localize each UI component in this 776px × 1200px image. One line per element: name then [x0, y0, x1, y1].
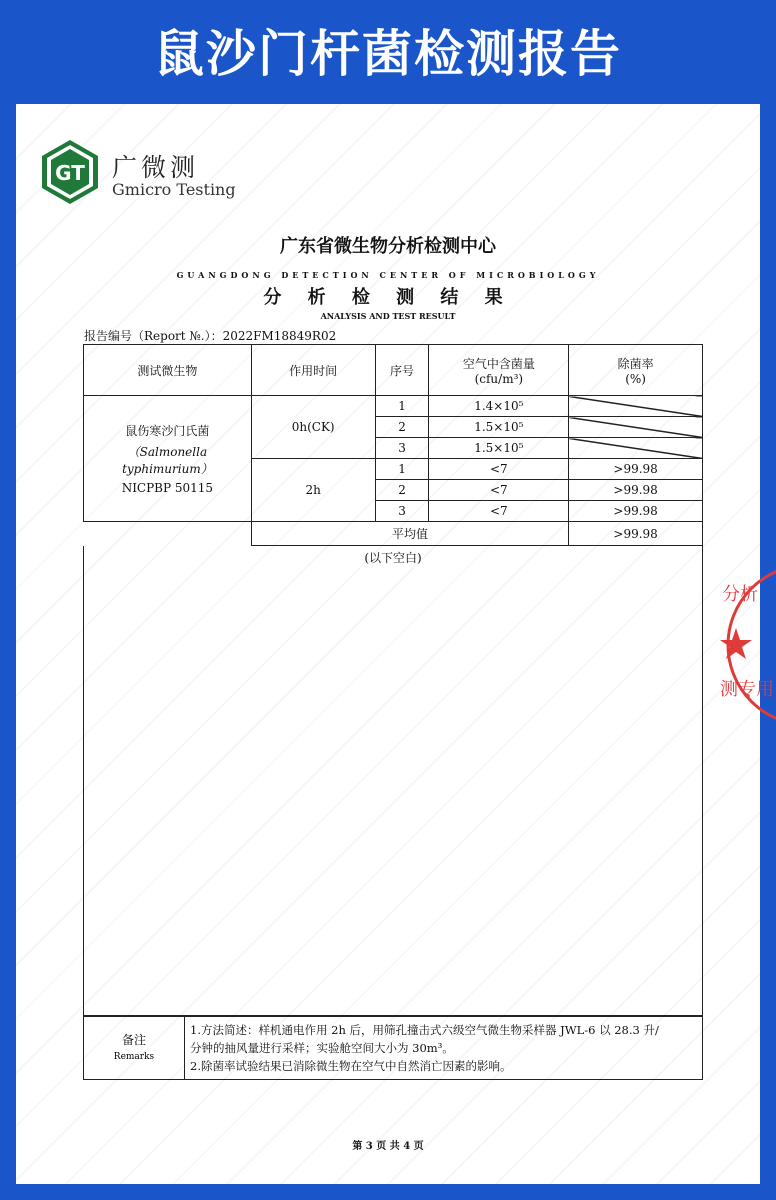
header-count-line1: 空气中含菌量 — [462, 356, 535, 371]
rate-cell: >99.98 — [569, 480, 703, 501]
report-title-cn: 分 析 检 测 结 果 — [263, 287, 513, 308]
page-number: 第 3 页 共 4 页 — [352, 1141, 424, 1152]
report-title-en: ANALYSIS AND TEST RESULT — [320, 311, 456, 321]
organism-name-latin: （Salmonella typhimurium） — [122, 445, 213, 476]
table-header-row — [84, 345, 703, 396]
rate-cell: >99.98 — [569, 459, 703, 480]
count-cell: <7 — [429, 501, 569, 522]
blank-note: (以下空白) — [364, 551, 422, 565]
count-cell: 1.5×10⁵ — [429, 438, 569, 459]
header-rate — [569, 345, 703, 396]
report-number: 报告编号（Report №.）：2022FM18849R02 — [84, 329, 337, 343]
gmicro-logo-icon — [40, 138, 100, 206]
org-name-cn: 广东省微生物分析检测中心 — [280, 236, 496, 257]
time-cell: 2h — [251, 459, 375, 522]
header-rate-line1: 除菌率 — [617, 356, 654, 371]
svg-text:测专用: 测专用 — [720, 679, 774, 700]
results-table — [83, 344, 703, 546]
org-name-en: GUANGDONG DETECTION CENTER OF MICROBIOLOGY — [176, 270, 600, 280]
remarks-text — [190, 1021, 695, 1075]
seq-cell: 2 — [375, 417, 429, 438]
time-cell: 0h(CK) — [251, 396, 375, 459]
rate-cell — [569, 438, 703, 459]
seq-cell: 3 — [375, 501, 429, 522]
remarks-box — [83, 1016, 703, 1080]
blank-area — [83, 546, 703, 1016]
average-row — [84, 522, 703, 546]
organism-strain: NICPBP 50115 — [121, 481, 214, 495]
header-rate-line2: (%) — [625, 371, 646, 386]
svg-text:分析: 分析 — [722, 584, 758, 605]
remarks-label-cn: 备注 — [121, 1033, 146, 1047]
rate-cell — [569, 396, 703, 417]
seq-cell: 3 — [375, 438, 429, 459]
average-blank-cell — [84, 522, 252, 546]
organism-cell — [84, 396, 252, 522]
remarks-label-en: Remarks — [113, 1052, 155, 1062]
header-count — [429, 345, 569, 396]
table-row — [84, 396, 703, 417]
count-cell: 1.4×10⁵ — [429, 396, 569, 417]
rate-cell — [569, 417, 703, 438]
header-seq: 序号 — [375, 345, 429, 396]
official-seal-icon — [716, 560, 776, 730]
banner-title: 鼠沙门杆菌检测报告 — [154, 25, 622, 83]
count-cell: <7 — [429, 480, 569, 501]
banner — [0, 0, 776, 100]
seq-cell: 1 — [375, 459, 429, 480]
average-label: 平均值 — [251, 522, 568, 546]
seq-cell: 1 — [375, 396, 429, 417]
logo-name-en: Gmicro Testing — [112, 180, 236, 199]
rate-cell: >99.98 — [569, 501, 703, 522]
remarks-line-2: 分钟的抽风量进行采样；实验舱空间大小为 30m³。 — [190, 1041, 454, 1055]
logo-name-cn: 广微测 — [112, 153, 200, 182]
count-cell: 1.5×10⁵ — [429, 417, 569, 438]
seq-cell: 2 — [375, 480, 429, 501]
organism-name-cn: 鼠伤寒沙门氏菌 — [125, 424, 210, 438]
header-time: 作用时间 — [251, 345, 375, 396]
header-count-line2: (cfu/m³) — [474, 371, 524, 386]
remarks-label — [84, 1017, 185, 1079]
remarks-line-1: 1.方法简述：样机通电作用 2h 后，用筛孔撞击式六级空气微生物采样器 JWL-6 以 28.3 升/ — [190, 1023, 659, 1037]
logo-mark: GT — [55, 161, 85, 185]
count-cell: <7 — [429, 459, 569, 480]
average-rate: >99.98 — [569, 522, 703, 546]
header-organism: 测试微生物 — [84, 345, 252, 396]
remarks-line-3: 2.除菌率试验结果已消除微生物在空气中自然消亡因素的影响。 — [190, 1059, 512, 1073]
